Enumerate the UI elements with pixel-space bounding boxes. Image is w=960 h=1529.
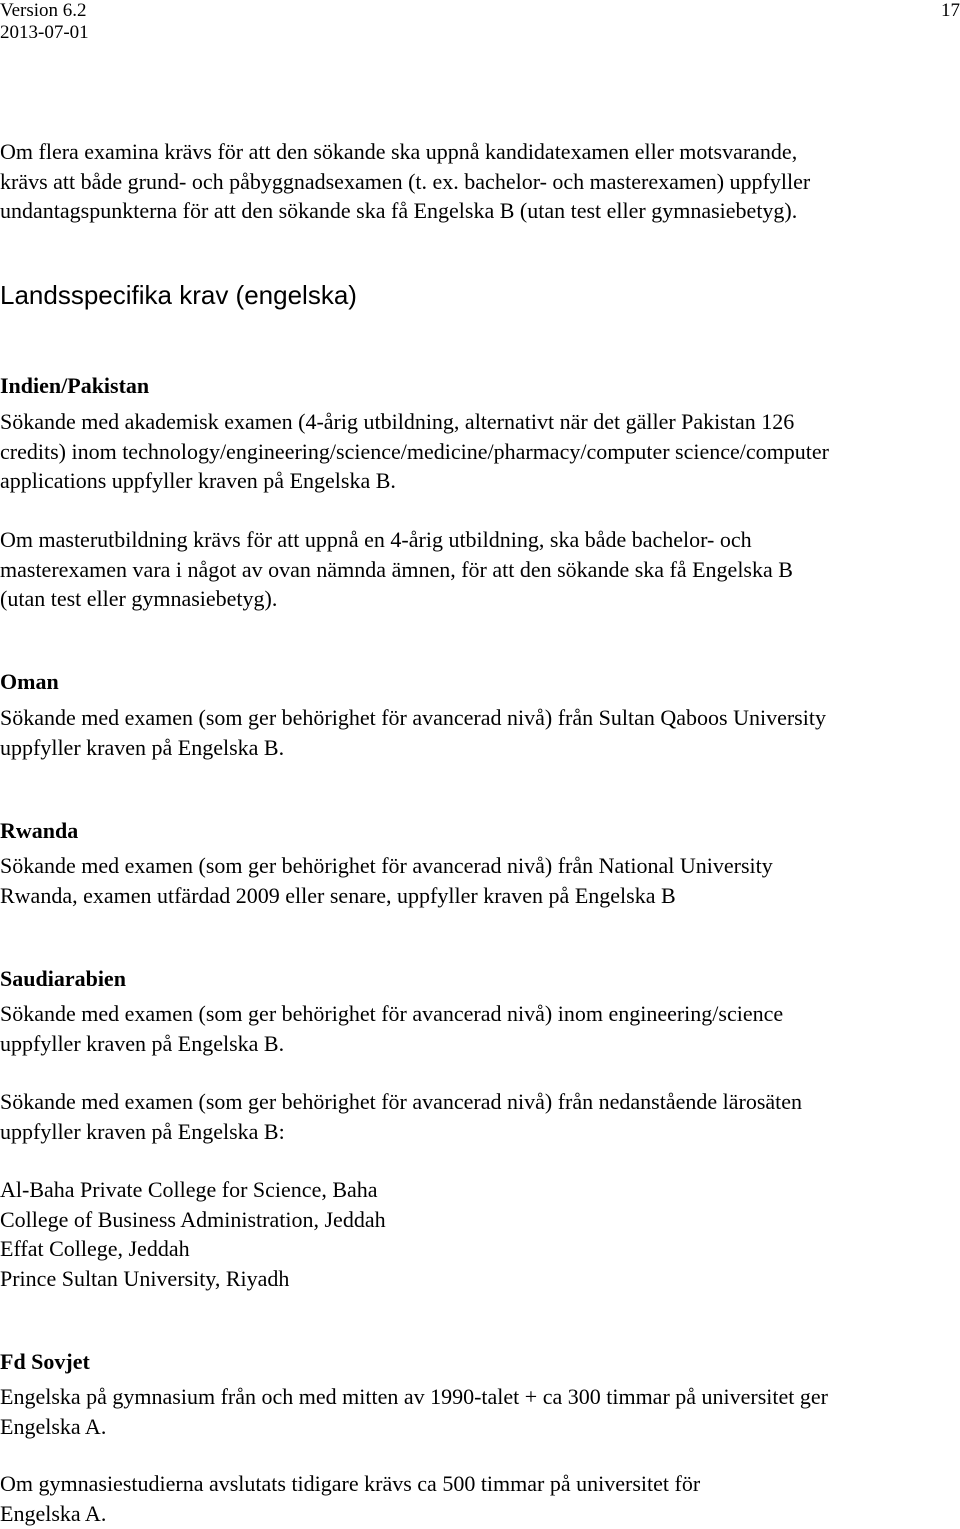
- page-header-left: [0, 0, 89, 44]
- text-line: Sökande med examen (som ger behörighet för avancerad nivå) från National University: [0, 853, 773, 878]
- text-line: undantagspunkterna för att den sökande ska få Engelska B (utan test eller gymnasiebetyg).: [0, 198, 798, 223]
- saudiarabien-paragraph-1: [0, 999, 960, 1058]
- text-line: masterexamen vara i något av ovan nämnda ämnen, för att den sökande ska få Engelska B: [0, 556, 793, 582]
- indien-paragraph-1: [0, 407, 960, 496]
- text-line: Engelska på gymnasium från och med mitten av 1990-talet + ca 300 timmar på universitet ger: [0, 1384, 828, 1409]
- saudiarabien-paragraph-2: [0, 1087, 960, 1146]
- institution-list: [0, 1175, 960, 1293]
- list-item: Al-Baha Private College for Science, Baha: [0, 1177, 378, 1202]
- text-line: uppfyller kraven på Engelska B:: [0, 1118, 285, 1144]
- list-item: College of Business Administration, Jeddah: [0, 1206, 386, 1232]
- list-item: Effat College, Jeddah: [0, 1236, 190, 1261]
- text-line: Engelska A.: [0, 1500, 107, 1526]
- text-line: Om gymnasiestudierna avslutats tidigare krävs ca 500 timmar på universitet för: [0, 1471, 701, 1496]
- text-line: Om flera examina krävs för att den sökande ska uppnå kandidatexamen eller motsvarande,: [0, 139, 798, 164]
- text-line: Sökande med akademisk examen (4-årig utbildning, alternativt när det gäller Pakistan 126: [0, 409, 795, 434]
- text-line: Sökande med examen (som ger behörighet för avancerad nivå) inom engineering/science: [0, 1001, 784, 1026]
- list-item: Prince Sultan University, Riyadh: [0, 1265, 290, 1291]
- page-number: 17: [941, 0, 960, 21]
- indien-paragraph-2: [0, 525, 960, 614]
- heading-indien-pakistan: Indien/Pakistan: [0, 373, 150, 398]
- heading-oman: Oman: [0, 669, 59, 694]
- text-line: uppfyller kraven på Engelska B.: [0, 734, 285, 760]
- text-line: Om masterutbildning krävs för att uppnå en 4-årig utbildning, ska både bachelor- och: [0, 527, 752, 552]
- text-line: applications uppfyller kraven på Engelska B.: [0, 468, 396, 493]
- text-line: krävs att både grund- och påbyggnadsexamen (t. ex. bachelor- och masterexamen) uppfyller: [0, 168, 811, 194]
- text-line: Sökande med examen (som ger behörighet för avancerad nivå) från nedanstående lärosäten: [0, 1089, 803, 1114]
- rwanda-paragraph: [0, 851, 960, 910]
- text-line: Engelska A.: [0, 1413, 107, 1439]
- heading-rwanda: Rwanda: [0, 818, 79, 843]
- section-title: Landsspecifika krav (engelska): [0, 280, 357, 310]
- text-line: Rwanda, examen utfärdad 2009 eller senare, uppfyller kraven på Engelska B: [0, 882, 676, 908]
- fd-sovjet-paragraph-2: [0, 1469, 960, 1528]
- version-label: Version 6.2: [0, 0, 87, 21]
- text-line: Sökande med examen (som ger behörighet för avancerad nivå) från Sultan Qaboos University: [0, 705, 826, 730]
- fd-sovjet-paragraph-1: [0, 1382, 960, 1441]
- text-line: uppfyller kraven på Engelska B.: [0, 1030, 285, 1056]
- heading-fd-sovjet: Fd Sovjet: [0, 1349, 90, 1374]
- intro-paragraph: [0, 137, 960, 226]
- text-line: credits) inom technology/engineering/science/medicine/pharmacy/computer science/computer: [0, 438, 829, 464]
- text-line: (utan test eller gymnasiebetyg).: [0, 586, 278, 611]
- date-label: 2013-07-01: [0, 22, 89, 43]
- oman-paragraph: [0, 703, 960, 762]
- heading-saudiarabien: Saudiarabien: [0, 966, 126, 991]
